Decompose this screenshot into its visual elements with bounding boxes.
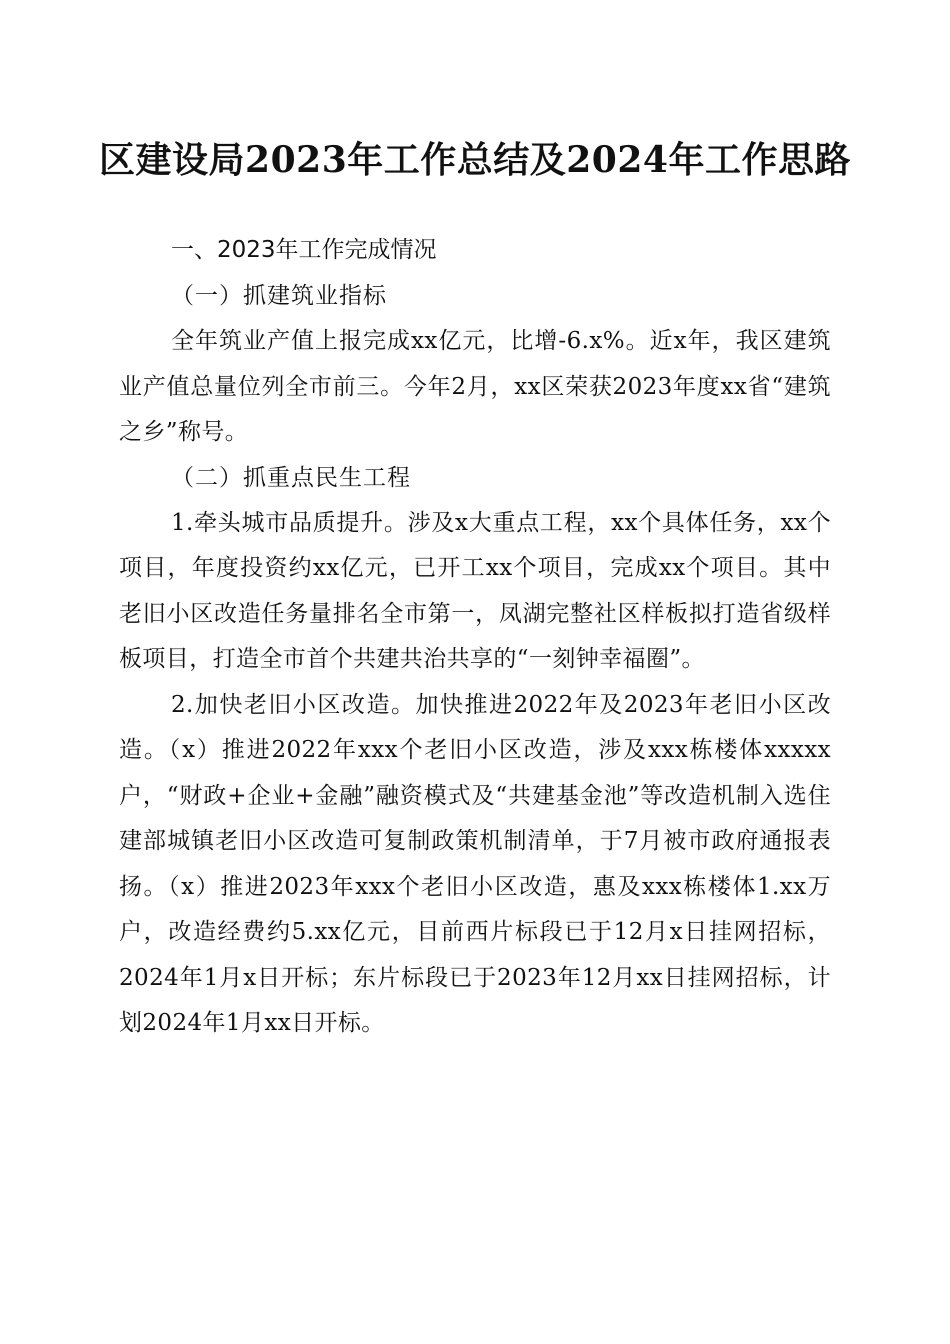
paragraph-old-community-renovation: 2.加快老旧小区改造。加快推进2022年及2023年老旧小区改造。（x）推进2022年xxx个老旧小区改造，涉及xxx栋楼体xxxxx户，“财政+企业+金融”融资模式及“共建基金池”等改造机制入选住建部城镇老旧小区改造可复制政策机制清单，于7月被市政府通报表扬。（x）推进2023年xxx个老旧小区改造，惠及xxx栋楼体1.xx万户，改造经费约5.xx亿元，目前西片标段已于12月x日挂网招标，2024年1月x日开标；东片标段已于2023年12月xx日挂网招标，计划2024年1月xx日开标。 (119, 691, 831, 1036)
section-heading-1: 一、2023年工作完成情况 (171, 237, 437, 263)
document-body (119, 226, 831, 1047)
document-title: 区建设局2023年工作总结及2024年工作思路 (99, 139, 851, 181)
subsection-heading-2: （二）抓重点民生工程 (171, 464, 411, 491)
subsection-heading-1: （一）抓建筑业指标 (171, 283, 387, 309)
paragraph-construction-output: 全年筑业产值上报完成xx亿元，比增-6.x%。近x年，我区建筑业产值总量位列全市前三。今年2月，xx区荣获2023年度xx省“建筑之乡”称号。 (119, 328, 831, 445)
paragraph-city-quality: 1.牵头城市品质提升。涉及x大重点工程，xx个具体任务，xx个项目，年度投资约xx亿元，已开工xx个项目，完成xx个项目。其中老旧小区改造任务量排名全市第一，凤湖完整社区样板拟打造省级样板项目，打造全市首个共建共治共享的“一刻钟幸福圈”。 (119, 509, 831, 672)
